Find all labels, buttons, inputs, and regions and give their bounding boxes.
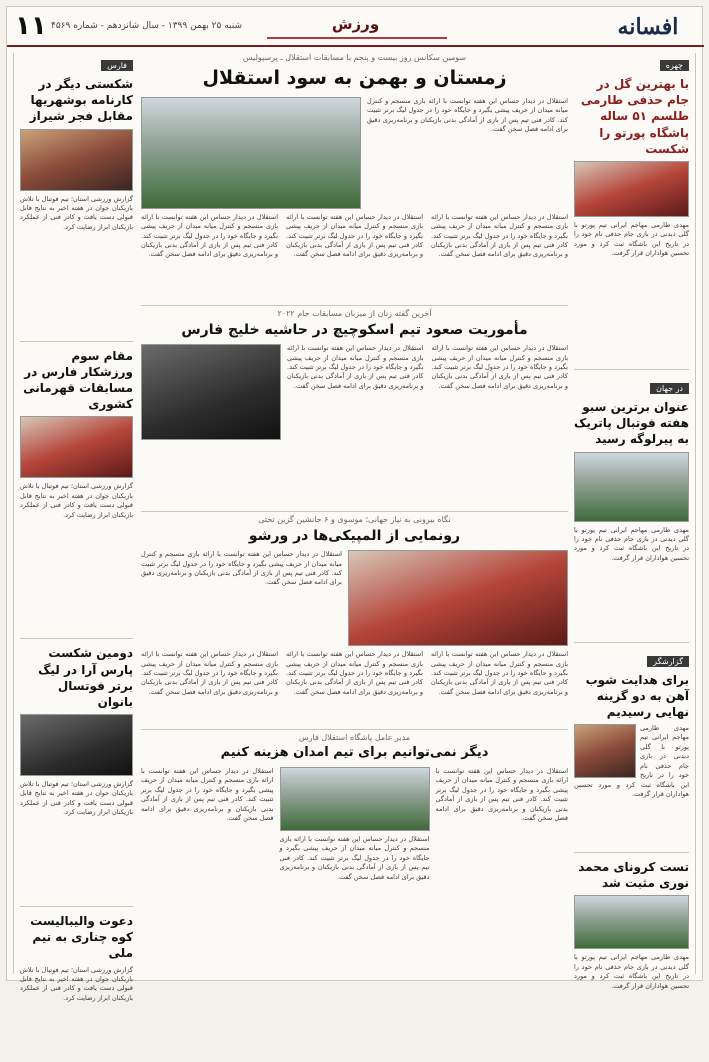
right-kicker-3: گزارشگر — [647, 656, 689, 667]
left-story-4-body: گزارش ورزشی استان؛ تیم فوتبال با تلاش بازیکنان جوان در هفته اخیر به نتایج قابل قبولی دست یافت و کادر فنی از عملکرد بازیکنان ابراز رضایت کرد. — [20, 965, 133, 1002]
right-story-1-body: مهدی طارمی مهاجم ایرانی تیم پورتو با گلی دیدنی در بازی جام حذفی نام خود را در تاریخ این باشگاه ثبت کرد و مورد تحسین هواداران قرار گرفت. — [574, 220, 689, 258]
masthead — [7, 7, 704, 47]
lead-body-d: استقلال در دیدار حساس این هفته توانست با ارائه بازی منسجم و کنترل میانه میدان از حریف پیشی بگیرد و جایگاه خود را در جدول لیگ برتر تثبیت کند. کادر فنی تیم پس از بازی از آمادگی بدنی بازیکنان و برنامه‌ریزی دقیق برای ادامه فصل سخن گفت. — [141, 212, 278, 259]
story-3-body-a: استقلال در دیدار حساس این هفته توانست با ارائه بازی منسجم و کنترل میانه میدان از حریف پیشی بگیرد و جایگاه خود را در جدول لیگ برتر تثبیت کند. کادر فنی تیم پس از بازی از آمادگی بدنی بازیکنان و برنامه‌ریزی دقیق برای ادامه فصل سخن گفت. — [141, 550, 342, 587]
story-3 — [141, 515, 568, 725]
story-4 — [141, 733, 568, 977]
right-story-1-photo — [574, 161, 689, 217]
left-kicker: فارس — [101, 60, 133, 71]
story-4-photo — [280, 767, 430, 831]
story-2-body-b: استقلال در دیدار حساس این هفته توانست با ارائه بازی منسجم و کنترل میانه میدان از حریف پیشی بگیرد و جایگاه خود را در جدول لیگ برتر تثبیت کند. کادر فنی تیم پس از بازی از آمادگی بدنی بازیکنان و برنامه‌ریزی دقیق برای ادامه فصل سخن گفت. — [287, 344, 424, 390]
story-3-photo — [348, 550, 568, 646]
right-story-2-photo — [574, 452, 689, 522]
story-4-headline[interactable]: دیگر نمی‌توانیم برای تیم امدان هزینه کنیم — [220, 745, 489, 760]
lead-headline[interactable]: زمستان و بهمن به سود استقلال — [202, 67, 507, 89]
lead-story — [141, 53, 568, 303]
left-story-2-title[interactable]: مقام سوم ورزشکار فارس در مسابقات قهرمانی کشوری — [23, 348, 133, 412]
story-4-body-b: استقلال در دیدار حساس این هفته توانست با ارائه بازی منسجم و کنترل میانه میدان از حریف پیشی بگیرد و جایگاه خود را در جدول لیگ برتر تثبیت کند. کادر فنی تیم پس از بازی از آمادگی بدنی بازیکنان و برنامه‌ریزی دقیق برای ادامه فصل سخن گفت. — [279, 834, 430, 881]
left-story-3-photo — [20, 714, 133, 776]
right-story-4-body: مهدی طارمی مهاجم ایرانی تیم پورتو با گلی دیدنی در بازی جام حذفی نام خود را در تاریخ این باشگاه ثبت کرد و مورد تحسین هواداران قرار گرفت. — [574, 953, 689, 990]
left-story-1-body: گزارش ورزشی استان؛ تیم فوتبال با تلاش بازیکنان جوان در هفته اخیر به نتایج قابل قبولی دست یافت و کادر فنی از عملکرد بازیکنان ابراز رضایت کرد. — [20, 194, 133, 231]
left-column — [13, 53, 133, 1002]
story-4-body-a: استقلال در دیدار حساس این هفته توانست با ارائه بازی منسجم و کنترل میانه میدان از حریف پیشی بگیرد و جایگاه خود را در جدول لیگ برتر تثبیت کند. کادر فنی تیم پس از بازی از آمادگی بدنی بازیکنان و برنامه‌ریزی دقیق برای ادامه فصل سخن گفت. — [435, 766, 568, 822]
story-2 — [141, 309, 568, 509]
right-story-4-title[interactable]: تست کرونای محمد نوری مثبت شد — [578, 860, 689, 891]
left-story-2-photo — [20, 416, 133, 478]
lead-body-a: استقلال در دیدار حساس این هفته توانست با ارائه بازی منسجم و کنترل میانه میدان از حریف پیشی بگیرد و جایگاه خود را در جدول لیگ برتر تثبیت کند. کادر فنی تیم پس از بازی از آمادگی بدنی بازیکنان و برنامه‌ریزی دقیق برای ادامه فصل سخن گفت. — [367, 96, 568, 133]
story-3-body-c: استقلال در دیدار حساس این هفته توانست با ارائه بازی منسجم و کنترل میانه میدان از حریف پیشی بگیرد و جایگاه خود را در جدول لیگ برتر تثبیت کند. کادر فنی تیم پس از بازی از آمادگی بدنی بازیکنان و برنامه‌ریزی دقیق برای ادامه فصل سخن گفت. — [286, 650, 423, 696]
right-kicker: چهره — [660, 60, 689, 71]
left-story-3-title[interactable]: دومین شکست پارس آرا در لیگ برتر فوتسال بانوان — [38, 646, 133, 709]
left-story-1-title[interactable]: شکستی دیگر در کارنامه بوشهریها مقابل فجر شیراز — [29, 77, 133, 124]
left-story-2-body: گزارش ورزشی استان؛ تیم فوتبال با تلاش بازیکنان جوان در هفته اخیر به نتایج قابل قبولی دست یافت و کادر فنی از عملکرد بازیکنان ابراز رضایت کرد. — [20, 482, 133, 519]
left-story-4-title[interactable]: دعوت والیبالیست کوه چناری به تیم ملی — [30, 914, 133, 961]
lead-photo — [141, 97, 361, 209]
story-2-headline[interactable]: مأموریت صعود تیم اسکوچیچ در حاشیه خلیج فارس — [181, 322, 528, 338]
story-3-body-b: استقلال در دیدار حساس این هفته توانست با ارائه بازی منسجم و کنترل میانه میدان از حریف پیشی بگیرد و جایگاه خود را در جدول لیگ برتر تثبیت کند. کادر فنی تیم پس از بازی از آمادگی بدنی بازیکنان و برنامه‌ریزی دقیق برای ادامه فصل سخن گفت. — [431, 650, 568, 696]
right-story-3-photo — [574, 724, 636, 778]
story-3-headline[interactable]: رونمایی از المپیکی‌ها در ورشو — [248, 528, 461, 544]
main-column — [141, 53, 568, 974]
lead-body-b: استقلال در دیدار حساس این هفته توانست با ارائه بازی منسجم و کنترل میانه میدان از حریف پیشی بگیرد و جایگاه خود را در جدول لیگ برتر تثبیت کند. کادر فنی تیم پس از بازی از آمادگی بدنی بازیکنان و برنامه‌ریزی دقیق برای ادامه فصل سخن گفت. — [431, 212, 568, 259]
story-4-body-c: استقلال در دیدار حساس این هفته توانست با ارائه بازی منسجم و کنترل میانه میدان از حریف پیشی بگیرد و جایگاه خود را در جدول لیگ برتر تثبیت کند. کادر فنی تیم پس از بازی از آمادگی بدنی بازیکنان و برنامه‌ریزی دقیق برای ادامه فصل سخن گفت. — [141, 766, 274, 822]
story-3-supra: نگاه بیرونی به نیاز جهانی؛ موسوی و ۶ جانشین گزین تختی — [258, 515, 451, 524]
section-rule — [267, 37, 447, 39]
page-number: ۱۱ — [15, 11, 47, 41]
story-2-body-a: استقلال در دیدار حساس این هفته توانست با ارائه بازی منسجم و کنترل میانه میدان از حریف پیشی بگیرد و جایگاه خود را در جدول لیگ برتر تثبیت کند. کادر فنی تیم پس از بازی از آمادگی بدنی بازیکنان و برنامه‌ریزی دقیق برای ادامه فصل سخن گفت. — [431, 344, 568, 390]
lead-supra: سومین سکانس روز بیست و پنجم با مسابقات استقلال ـ پرسپولیس — [242, 53, 467, 62]
newspaper-logo: افسانه — [617, 14, 679, 40]
section-title: ورزش — [331, 15, 380, 33]
story-3-body-d: استقلال در دیدار حساس این هفته توانست با ارائه بازی منسجم و کنترل میانه میدان از حریف پیشی بگیرد و جایگاه خود را در جدول لیگ برتر تثبیت کند. کادر فنی تیم پس از بازی از آمادگی بدنی بازیکنان و برنامه‌ریزی دقیق برای ادامه فصل سخن گفت. — [141, 650, 278, 696]
lead-body-c: استقلال در دیدار حساس این هفته توانست با ارائه بازی منسجم و کنترل میانه میدان از حریف پیشی بگیرد و جایگاه خود را در جدول لیگ برتر تثبیت کند. کادر فنی تیم پس از بازی از آمادگی بدنی بازیکنان و برنامه‌ریزی دقیق برای ادامه فصل سخن گفت. — [286, 212, 423, 259]
left-story-1-photo — [20, 129, 133, 191]
story-2-photo — [141, 344, 281, 440]
right-story-1-title[interactable]: با بهترین گل در جام حذفی طارمی طلسم ۵۱ ساله پاشگاه پورتو را شکست — [580, 77, 689, 156]
right-story-2-body: مهدی طارمی مهاجم ایرانی تیم پورتو با گلی دیدنی در بازی جام حذفی نام خود را در تاریخ این باشگاه ثبت کرد و مورد تحسین هواداران قرار گرفت. — [574, 525, 689, 562]
story-2-supra: آخرین گفته زنان از میزبان مسابقات جام ۲۰۲۲ — [277, 309, 432, 318]
newspaper-page — [6, 6, 703, 1002]
right-story-3-body: مهدی طارمی مهاجم ایرانی تیم پورتو با گلی دیدنی در بازی جام حذفی نام خود را در تاریخ این باشگاه ثبت کرد و مورد تحسین هواداران قرار گرفت. — [574, 724, 689, 799]
story-4-supra: مدیر عامل پاشگاه استقلال فارس — [298, 733, 411, 742]
right-story-3-title[interactable]: برای هدایت شوب آهن به دو گزینه نهایی رسیدیم — [585, 672, 689, 719]
date-line: شنبه ۲۵ بهمن ۱۳۹۹ - سال شانزدهم - شماره ۴۵۶۹ — [51, 21, 242, 31]
right-kicker-2: در جهان — [650, 383, 689, 394]
right-column — [574, 53, 696, 990]
left-story-3-body: گزارش ورزشی استان؛ تیم فوتبال با تلاش بازیکنان جوان در هفته اخیر به نتایج قابل قبولی دست یافت و کادر فنی از عملکرد بازیکنان ابراز رضایت کرد. — [20, 780, 133, 817]
right-story-2-title[interactable]: عنوان برترین سبو هفته فوتبال پاتریک به پیرلوگه رسید — [574, 399, 689, 447]
right-story-4-photo — [574, 895, 689, 949]
